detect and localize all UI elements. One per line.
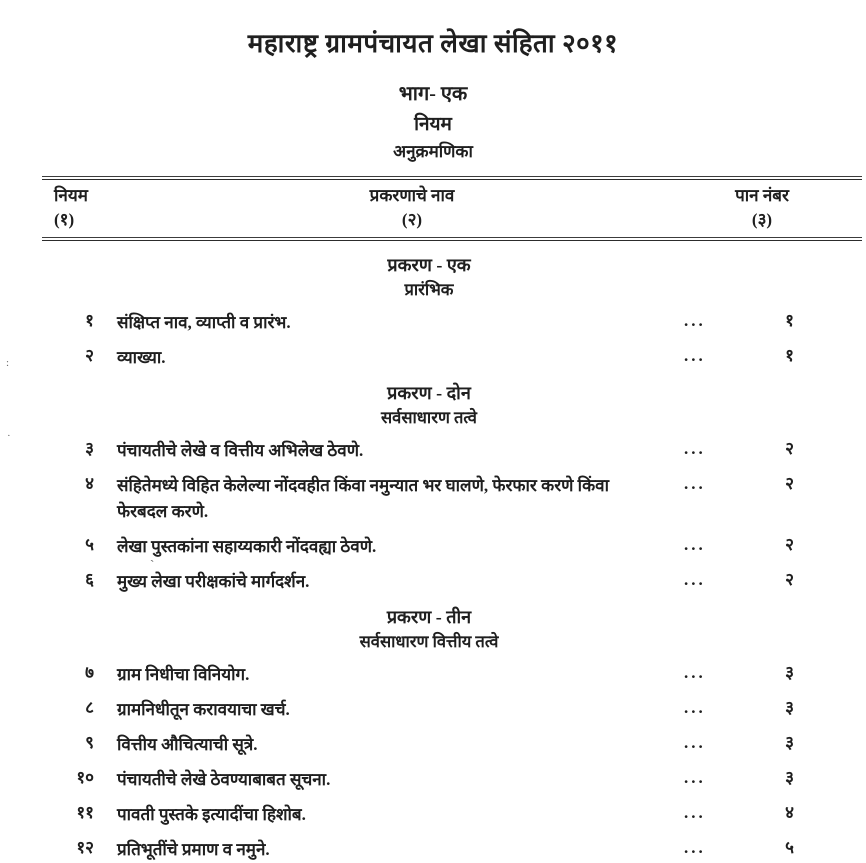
dots-leader: ... [684, 803, 706, 822]
page-number: ३ [785, 768, 794, 787]
chapter-heading [42, 253, 862, 301]
entry-name: मुख्य लेखा परीक्षकांचे मार्गदर्शन. [117, 572, 310, 591]
entry-name: पावती पुस्तके इत्यादींचा हिशोब. [117, 805, 306, 824]
column-number: (१) [54, 210, 75, 229]
page-number: १ [785, 311, 794, 330]
scan-artifact: ` [150, 557, 155, 572]
rule-number: ६ [85, 570, 94, 589]
page-number: ३ [785, 663, 794, 682]
entry-name: व्याख्या. [117, 348, 166, 367]
entry-name: ग्रामनिधीतून करावयाचा खर्च. [117, 700, 290, 719]
dots-leader: ... [684, 768, 706, 787]
toc-row [42, 569, 862, 595]
toc-row [42, 438, 862, 464]
toc-row [42, 310, 862, 336]
column-header-name [162, 185, 662, 231]
entry-name: लेखा पुस्तकांना सहाय्यकारी नोंदवह्या ठेवणे. [117, 537, 377, 556]
table-header [42, 180, 862, 237]
page-number: १ [785, 346, 794, 365]
page-number: २ [785, 474, 794, 493]
entry-name: संक्षिप्त नाव, व्याप्ती व प्रारंभ. [117, 313, 291, 332]
rule-number: १ [85, 311, 94, 330]
rule-number: १० [76, 768, 94, 787]
chapter-subtitle: सर्वसाधारण वित्तीय तत्वे [359, 632, 499, 651]
toc-row [42, 802, 862, 828]
rule-number: ११ [76, 803, 94, 822]
column-label: पान नंबर [735, 186, 789, 205]
toc-row [42, 534, 862, 560]
chapter-title: प्रकरण - दोन [387, 383, 471, 403]
chapter-heading [42, 605, 862, 653]
page-title: महाराष्ट्र ग्रामपंचायत लेखा संहिता २०११ [247, 29, 619, 58]
chapter-title: प्रकरण - एक [387, 255, 471, 275]
column-header-rule [42, 185, 162, 231]
dots-leader: ... [684, 733, 706, 752]
dots-leader: ... [684, 535, 706, 554]
rule-number: ४ [85, 474, 94, 493]
rule-number: ८ [85, 698, 94, 717]
entry-name: संहितेमध्ये विहित केलेल्या नोंदवहीत किंवा नमुन्यात भर घालणे, फेरफार करणे किंवा फेरबदल करणे. [117, 476, 609, 521]
rule-number: २ [85, 346, 94, 365]
rule-number: ३ [85, 439, 94, 458]
column-number: (३) [751, 210, 773, 229]
toc-row [42, 697, 862, 723]
toc-row [42, 837, 862, 863]
entry-name: प्रतिभूतींचे प्रमाण व नमुने. [117, 840, 270, 859]
chapter-subtitle: सर्वसाधारण तत्वे [381, 408, 477, 427]
rule-number: ५ [85, 535, 94, 554]
dots-leader: ... [684, 474, 706, 493]
dots-leader: ... [684, 838, 706, 857]
column-label: प्रकरणाचे नाव [369, 186, 455, 205]
page-number: ३ [785, 733, 794, 752]
toc-row [42, 732, 862, 758]
toc-row [42, 473, 862, 525]
rules-heading: नियम [414, 114, 452, 135]
column-label: नियम [54, 186, 88, 205]
rule-number: ७ [85, 663, 94, 682]
rule-number: १२ [76, 838, 94, 857]
dots-leader: ... [684, 311, 706, 330]
part-heading: भाग- एक [398, 83, 468, 105]
toc-row [42, 345, 862, 371]
page-number: ३ [785, 698, 794, 717]
entry-name: वित्तीय औचित्याची सूत्रे. [117, 735, 258, 754]
dots-leader: ... [684, 570, 706, 589]
chapter-title: प्रकरण - तीन [386, 607, 472, 627]
entry-name: पंचायतीचे लेखे व वित्तीय अभिलेख ठेवणे. [117, 441, 364, 460]
dots-leader: ... [684, 663, 706, 682]
table-body [42, 241, 862, 863]
column-header-page [662, 185, 862, 231]
scan-artifact: : [6, 357, 10, 369]
rule-number: ९ [85, 733, 94, 752]
index-heading: अनुक्रमणिका [393, 142, 473, 161]
entry-name: पंचायतीचे लेखे ठेवण्याबाबत सूचना. [117, 770, 331, 789]
chapter-subtitle: प्रारंभिक [404, 280, 454, 299]
scan-artifact: · [7, 430, 11, 442]
page-number: २ [785, 535, 794, 554]
page-number: ४ [785, 803, 794, 822]
entry-name: ग्राम निधीचा विनियोग. [117, 665, 250, 684]
dots-leader: ... [684, 698, 706, 717]
toc-table [42, 176, 862, 863]
dots-leader: ... [684, 439, 706, 458]
page-number: ५ [785, 838, 794, 857]
chapter-heading [42, 381, 862, 429]
page-number: २ [785, 439, 794, 458]
page-number: २ [785, 570, 794, 589]
toc-row [42, 662, 862, 688]
dots-leader: ... [684, 346, 706, 365]
column-number: (२) [401, 210, 423, 229]
